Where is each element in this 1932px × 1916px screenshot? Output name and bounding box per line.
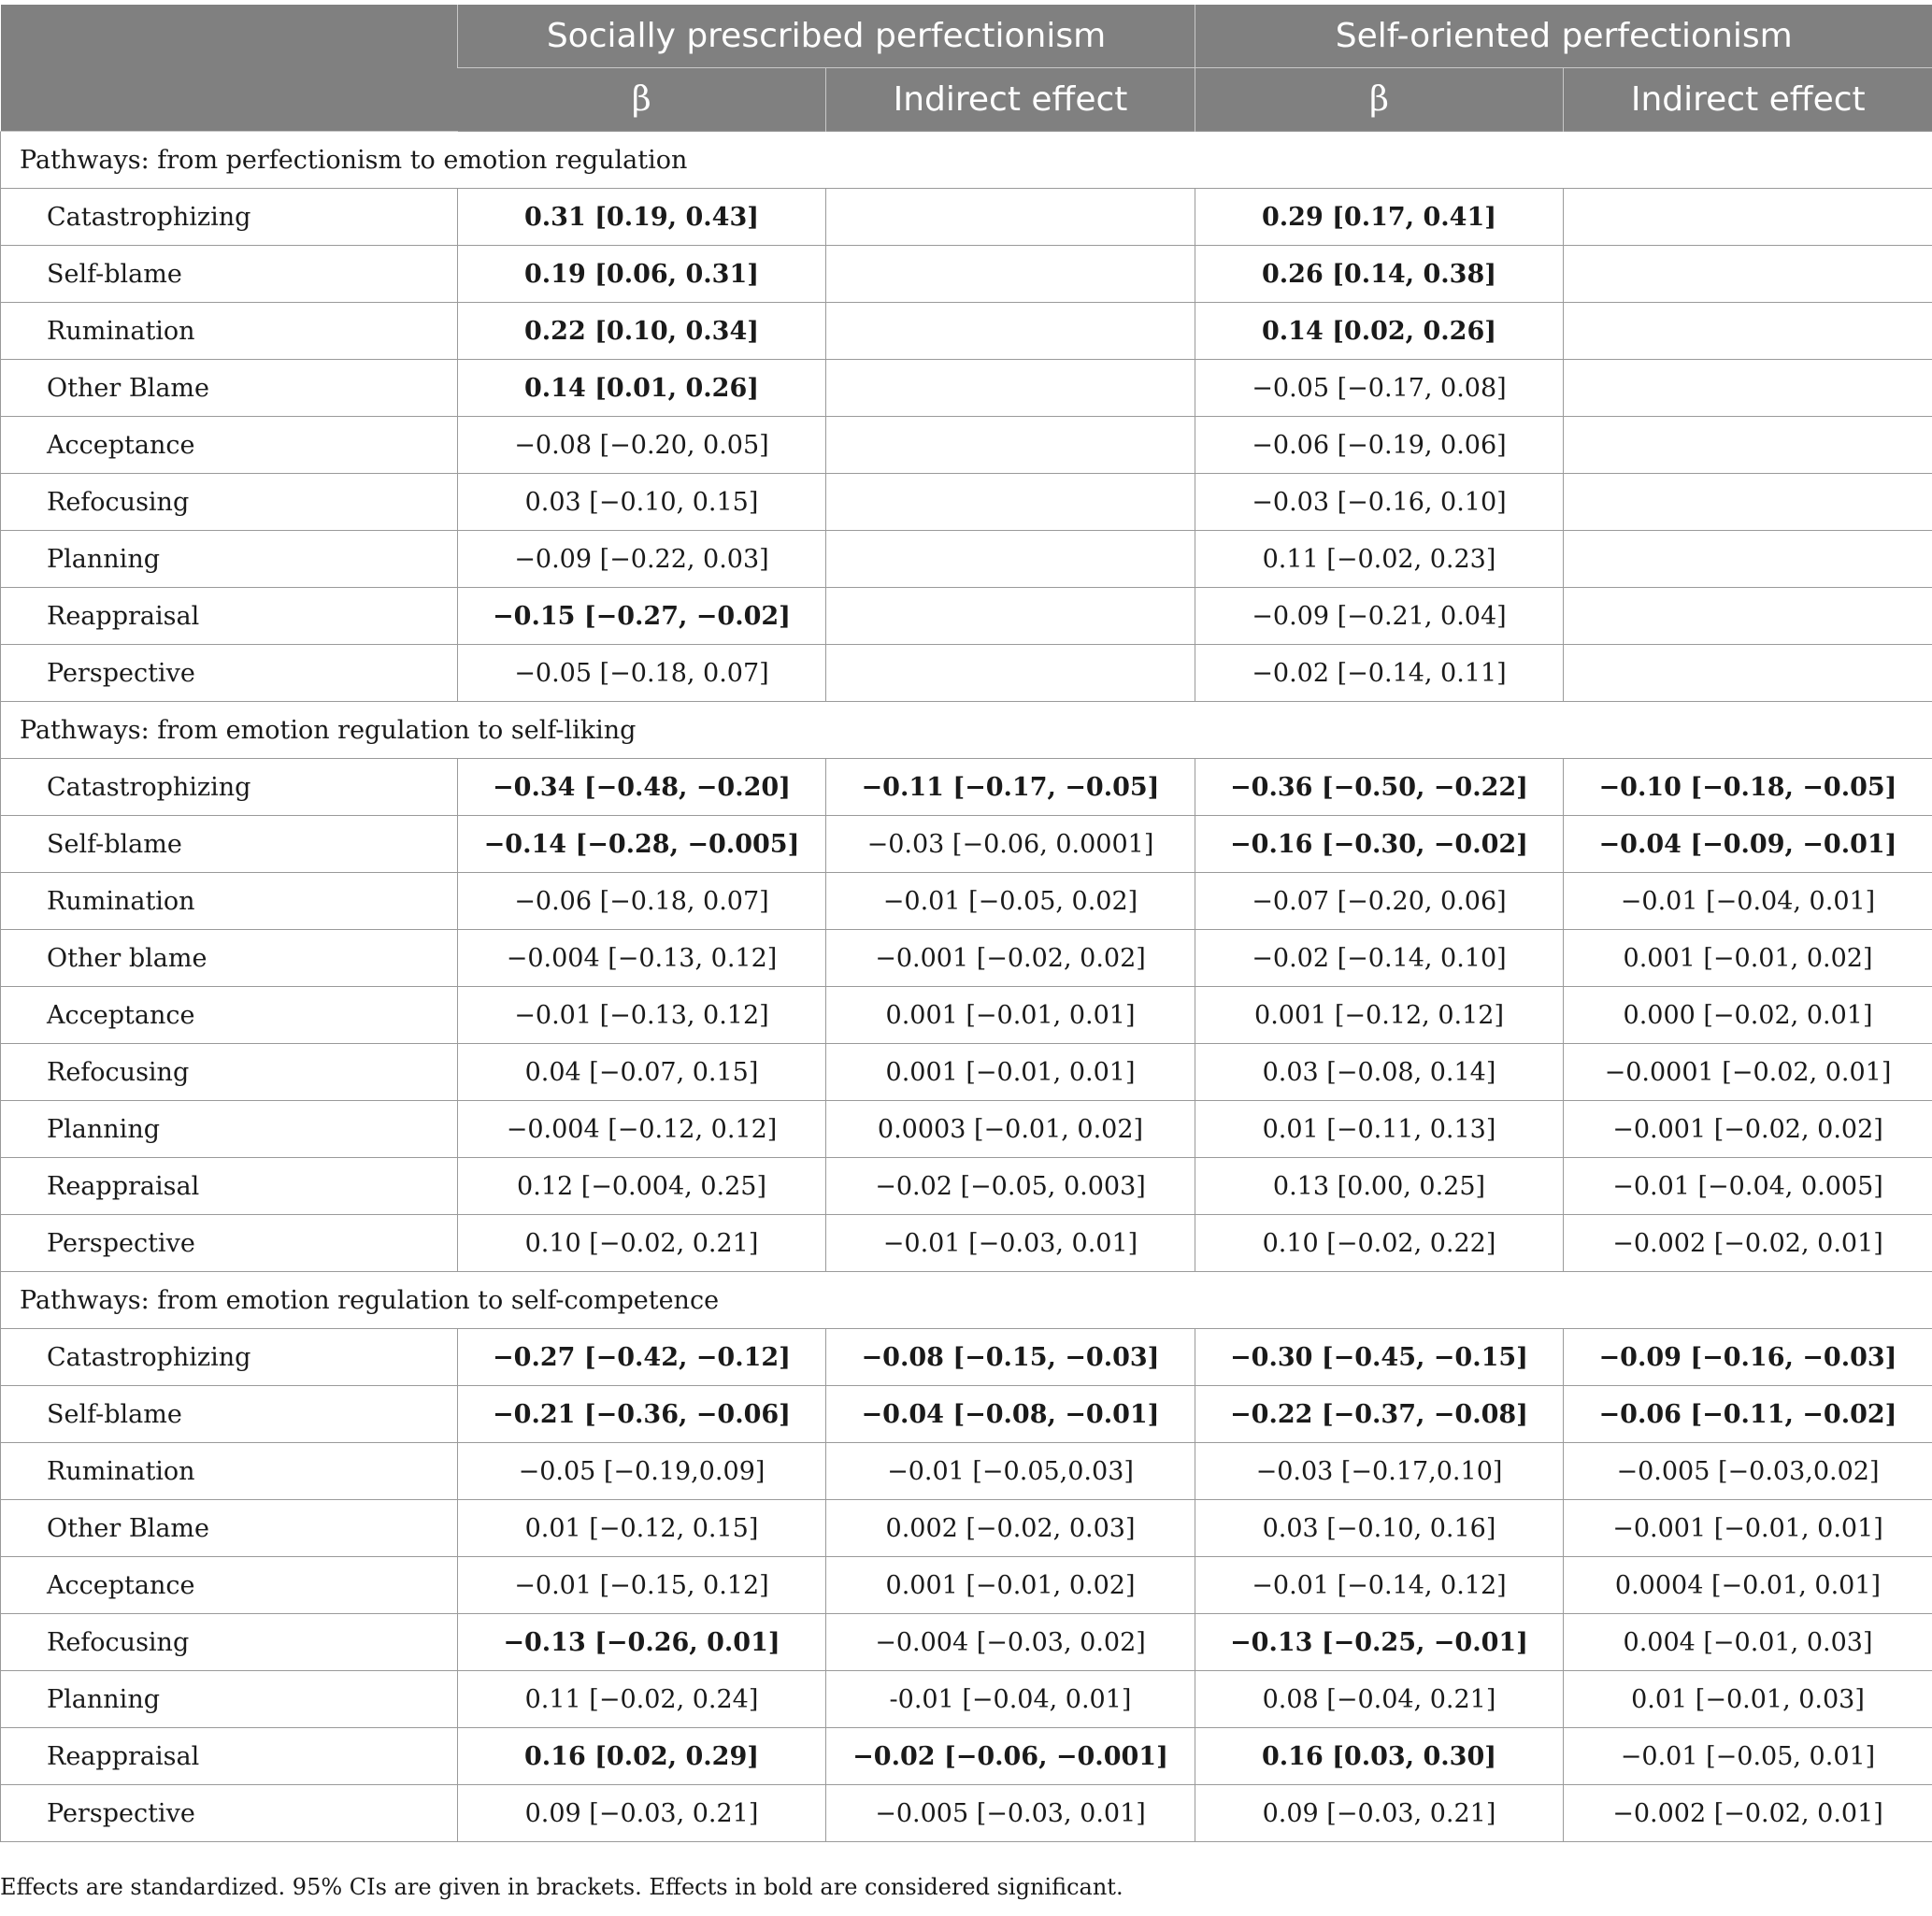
so-indirect-cell: 0.0004 [−0.01, 0.01] <box>1564 1557 1932 1614</box>
table-row <box>1 1614 1932 1671</box>
table-row <box>1 1215 1932 1272</box>
sp-indirect-cell <box>826 360 1195 417</box>
sp-beta-cell: −0.05 [−0.19,0.09] <box>458 1443 826 1500</box>
sp-beta-cell: 0.22 [0.10, 0.34] <box>458 303 826 360</box>
sp-beta-cell: 0.03 [−0.10, 0.15] <box>458 474 826 531</box>
so-beta-cell: −0.16 [−0.30, −0.02] <box>1195 816 1564 873</box>
so-indirect-cell: −0.001 [−0.02, 0.02] <box>1564 1101 1932 1158</box>
table-row <box>1 474 1932 531</box>
sp-indirect-cell: −0.02 [−0.05, 0.003] <box>826 1158 1195 1215</box>
so-beta-cell: 0.01 [−0.11, 0.13] <box>1195 1101 1564 1158</box>
sp-beta-cell: −0.09 [−0.22, 0.03] <box>458 531 826 588</box>
so-beta-cell: −0.09 [−0.21, 0.04] <box>1195 588 1564 645</box>
sp-beta-cell: 0.04 [−0.07, 0.15] <box>458 1044 826 1101</box>
row-label: Self-blame <box>1 816 458 873</box>
so-beta-cell: 0.03 [−0.10, 0.16] <box>1195 1500 1564 1557</box>
so-indirect-cell: −0.01 [−0.05, 0.01] <box>1564 1728 1932 1785</box>
sp-beta-cell: 0.31 [0.19, 0.43] <box>458 189 826 246</box>
sp-beta-cell: 0.19 [0.06, 0.31] <box>458 246 826 303</box>
sp-indirect-cell <box>826 417 1195 474</box>
so-indirect-cell <box>1564 189 1932 246</box>
row-label: Perspective <box>1 1785 458 1842</box>
sp-indirect-cell <box>826 588 1195 645</box>
section-header-row <box>1 702 1932 759</box>
table-row <box>1 1329 1932 1386</box>
section-title: Pathways: from emotion regulation to self-liking <box>1 702 1932 759</box>
sp-beta-cell: −0.21 [−0.36, −0.06] <box>458 1386 826 1443</box>
so-indirect-cell: −0.04 [−0.09, −0.01] <box>1564 816 1932 873</box>
sp-beta-cell: −0.14 [−0.28, −0.005] <box>458 816 826 873</box>
sp-indirect-cell: -0.01 [−0.04, 0.01] <box>826 1671 1195 1728</box>
table-body <box>1 132 1932 1842</box>
sp-indirect-cell: 0.001 [−0.01, 0.02] <box>826 1557 1195 1614</box>
sp-beta-cell: 0.11 [−0.02, 0.24] <box>458 1671 826 1728</box>
table-row <box>1 1101 1932 1158</box>
sp-indirect-cell <box>826 531 1195 588</box>
table-row <box>1 1671 1932 1728</box>
so-beta-cell: 0.08 [−0.04, 0.21] <box>1195 1671 1564 1728</box>
sp-indirect-cell <box>826 189 1195 246</box>
so-indirect-cell: −0.06 [−0.11, −0.02] <box>1564 1386 1932 1443</box>
table-row <box>1 360 1932 417</box>
row-label: Other Blame <box>1 1500 458 1557</box>
subheader-indirect-effect: Indirect effect <box>1564 68 1932 132</box>
so-beta-cell: −0.05 [−0.17, 0.08] <box>1195 360 1564 417</box>
row-label: Rumination <box>1 873 458 930</box>
row-label: Reappraisal <box>1 1728 458 1785</box>
row-label: Catastrophizing <box>1 759 458 816</box>
so-indirect-cell: −0.01 [−0.04, 0.005] <box>1564 1158 1932 1215</box>
so-indirect-cell <box>1564 360 1932 417</box>
so-beta-cell: −0.02 [−0.14, 0.11] <box>1195 645 1564 702</box>
row-label: Self-blame <box>1 246 458 303</box>
table-row <box>1 759 1932 816</box>
so-indirect-cell <box>1564 645 1932 702</box>
table-row <box>1 1044 1932 1101</box>
sp-beta-cell: −0.01 [−0.13, 0.12] <box>458 987 826 1044</box>
row-label: Planning <box>1 531 458 588</box>
so-indirect-cell: −0.09 [−0.16, −0.03] <box>1564 1329 1932 1386</box>
row-label: Acceptance <box>1 1557 458 1614</box>
sp-beta-cell: 0.16 [0.02, 0.29] <box>458 1728 826 1785</box>
subheader-indirect-effect: Indirect effect <box>826 68 1195 132</box>
sp-beta-cell: 0.14 [0.01, 0.26] <box>458 360 826 417</box>
sp-beta-cell: −0.27 [−0.42, −0.12] <box>458 1329 826 1386</box>
table-row <box>1 987 1932 1044</box>
so-beta-cell: −0.07 [−0.20, 0.06] <box>1195 873 1564 930</box>
row-label: Perspective <box>1 645 458 702</box>
sp-beta-cell: −0.004 [−0.13, 0.12] <box>458 930 826 987</box>
so-indirect-cell: −0.001 [−0.01, 0.01] <box>1564 1500 1932 1557</box>
so-beta-cell: 0.14 [0.02, 0.26] <box>1195 303 1564 360</box>
sp-indirect-cell: 0.0003 [−0.01, 0.02] <box>826 1101 1195 1158</box>
so-indirect-cell <box>1564 417 1932 474</box>
sp-beta-cell: 0.10 [−0.02, 0.21] <box>458 1215 826 1272</box>
sp-indirect-cell: 0.002 [−0.02, 0.03] <box>826 1500 1195 1557</box>
table-row <box>1 588 1932 645</box>
sp-indirect-cell: 0.001 [−0.01, 0.01] <box>826 1044 1195 1101</box>
header-empty-cell <box>1 5 458 132</box>
sp-beta-cell: −0.05 [−0.18, 0.07] <box>458 645 826 702</box>
so-indirect-cell: 0.004 [−0.01, 0.03] <box>1564 1614 1932 1671</box>
table-header <box>1 5 1932 132</box>
row-label: Rumination <box>1 1443 458 1500</box>
so-beta-cell: 0.09 [−0.03, 0.21] <box>1195 1785 1564 1842</box>
row-label: Refocusing <box>1 474 458 531</box>
sp-indirect-cell: −0.005 [−0.03, 0.01] <box>826 1785 1195 1842</box>
sp-beta-cell: 0.09 [−0.03, 0.21] <box>458 1785 826 1842</box>
so-beta-cell: 0.001 [−0.12, 0.12] <box>1195 987 1564 1044</box>
sp-indirect-cell <box>826 246 1195 303</box>
results-table <box>0 5 1932 1842</box>
table-row <box>1 417 1932 474</box>
table-row <box>1 246 1932 303</box>
subheader-beta: β <box>458 68 826 132</box>
row-label: Catastrophizing <box>1 189 458 246</box>
so-indirect-cell: −0.002 [−0.02, 0.01] <box>1564 1785 1932 1842</box>
row-label: Reappraisal <box>1 588 458 645</box>
sp-beta-cell: −0.004 [−0.12, 0.12] <box>458 1101 826 1158</box>
table-row <box>1 531 1932 588</box>
sp-indirect-cell: −0.001 [−0.02, 0.02] <box>826 930 1195 987</box>
row-label: Acceptance <box>1 987 458 1044</box>
so-beta-cell: 0.13 [0.00, 0.25] <box>1195 1158 1564 1215</box>
so-beta-cell: −0.22 [−0.37, −0.08] <box>1195 1386 1564 1443</box>
row-label: Catastrophizing <box>1 1329 458 1386</box>
table-row <box>1 1500 1932 1557</box>
sp-beta-cell: −0.01 [−0.15, 0.12] <box>458 1557 826 1614</box>
so-beta-cell: −0.03 [−0.17,0.10] <box>1195 1443 1564 1500</box>
sp-indirect-cell: −0.02 [−0.06, −0.001] <box>826 1728 1195 1785</box>
row-label: Other Blame <box>1 360 458 417</box>
section-title: Pathways: from emotion regulation to self-competence <box>1 1272 1932 1329</box>
row-label: Refocusing <box>1 1044 458 1101</box>
table-row <box>1 645 1932 702</box>
table-row <box>1 303 1932 360</box>
group-header-socially-prescribed: Socially prescribed perfectionism <box>458 5 1195 68</box>
row-label: Reappraisal <box>1 1158 458 1215</box>
so-beta-cell: −0.02 [−0.14, 0.10] <box>1195 930 1564 987</box>
section-header-row <box>1 1272 1932 1329</box>
sp-indirect-cell <box>826 303 1195 360</box>
so-indirect-cell: −0.10 [−0.18, −0.05] <box>1564 759 1932 816</box>
so-beta-cell: 0.03 [−0.08, 0.14] <box>1195 1044 1564 1101</box>
so-indirect-cell: 0.000 [−0.02, 0.01] <box>1564 987 1932 1044</box>
so-indirect-cell <box>1564 588 1932 645</box>
sp-beta-cell: 0.01 [−0.12, 0.15] <box>458 1500 826 1557</box>
so-indirect-cell <box>1564 246 1932 303</box>
header-row-groups <box>1 5 1932 68</box>
section-title: Pathways: from perfectionism to emotion regulation <box>1 132 1932 189</box>
table-footnote: Effects are standardized. 95% CIs are given in brackets. Effects in bold are considered significant. <box>0 1874 1123 1900</box>
so-beta-cell: −0.13 [−0.25, −0.01] <box>1195 1614 1564 1671</box>
so-beta-cell: −0.01 [−0.14, 0.12] <box>1195 1557 1564 1614</box>
so-indirect-cell: −0.01 [−0.04, 0.01] <box>1564 873 1932 930</box>
so-beta-cell: 0.16 [0.03, 0.30] <box>1195 1728 1564 1785</box>
so-indirect-cell: −0.005 [−0.03,0.02] <box>1564 1443 1932 1500</box>
table-row <box>1 1158 1932 1215</box>
so-beta-cell: −0.03 [−0.16, 0.10] <box>1195 474 1564 531</box>
sp-beta-cell: −0.15 [−0.27, −0.02] <box>458 588 826 645</box>
so-beta-cell: 0.26 [0.14, 0.38] <box>1195 246 1564 303</box>
so-indirect-cell <box>1564 474 1932 531</box>
row-label: Rumination <box>1 303 458 360</box>
sp-indirect-cell: −0.01 [−0.05, 0.02] <box>826 873 1195 930</box>
sp-indirect-cell: −0.01 [−0.05,0.03] <box>826 1443 1195 1500</box>
table-row <box>1 1785 1932 1842</box>
row-label: Self-blame <box>1 1386 458 1443</box>
table-row <box>1 873 1932 930</box>
so-beta-cell: 0.10 [−0.02, 0.22] <box>1195 1215 1564 1272</box>
row-label: Planning <box>1 1671 458 1728</box>
group-header-self-oriented: Self-oriented perfectionism <box>1195 5 1932 68</box>
row-label: Other blame <box>1 930 458 987</box>
table-row <box>1 1443 1932 1500</box>
subheader-beta: β <box>1195 68 1564 132</box>
so-indirect-cell: 0.001 [−0.01, 0.02] <box>1564 930 1932 987</box>
row-label: Planning <box>1 1101 458 1158</box>
so-beta-cell: 0.11 [−0.02, 0.23] <box>1195 531 1564 588</box>
sp-indirect-cell: −0.03 [−0.06, 0.0001] <box>826 816 1195 873</box>
row-label: Refocusing <box>1 1614 458 1671</box>
table-row <box>1 930 1932 987</box>
sp-indirect-cell <box>826 474 1195 531</box>
sp-indirect-cell: −0.01 [−0.03, 0.01] <box>826 1215 1195 1272</box>
so-indirect-cell <box>1564 303 1932 360</box>
sp-indirect-cell: −0.004 [−0.03, 0.02] <box>826 1614 1195 1671</box>
so-indirect-cell: 0.01 [−0.01, 0.03] <box>1564 1671 1932 1728</box>
sp-beta-cell: −0.34 [−0.48, −0.20] <box>458 759 826 816</box>
so-beta-cell: −0.36 [−0.50, −0.22] <box>1195 759 1564 816</box>
sp-indirect-cell: −0.04 [−0.08, −0.01] <box>826 1386 1195 1443</box>
so-indirect-cell: −0.0001 [−0.02, 0.01] <box>1564 1044 1932 1101</box>
sp-beta-cell: −0.13 [−0.26, 0.01] <box>458 1614 826 1671</box>
so-beta-cell: −0.06 [−0.19, 0.06] <box>1195 417 1564 474</box>
sp-indirect-cell <box>826 645 1195 702</box>
row-label: Acceptance <box>1 417 458 474</box>
so-beta-cell: 0.29 [0.17, 0.41] <box>1195 189 1564 246</box>
sp-beta-cell: −0.08 [−0.20, 0.05] <box>458 417 826 474</box>
table-row <box>1 1728 1932 1785</box>
sp-indirect-cell: −0.08 [−0.15, −0.03] <box>826 1329 1195 1386</box>
so-indirect-cell <box>1564 531 1932 588</box>
so-beta-cell: −0.30 [−0.45, −0.15] <box>1195 1329 1564 1386</box>
sp-indirect-cell: 0.001 [−0.01, 0.01] <box>826 987 1195 1044</box>
sp-beta-cell: −0.06 [−0.18, 0.07] <box>458 873 826 930</box>
table-row <box>1 1557 1932 1614</box>
table-row <box>1 1386 1932 1443</box>
sp-indirect-cell: −0.11 [−0.17, −0.05] <box>826 759 1195 816</box>
table-row <box>1 816 1932 873</box>
sp-beta-cell: 0.12 [−0.004, 0.25] <box>458 1158 826 1215</box>
table-row <box>1 189 1932 246</box>
section-header-row <box>1 132 1932 189</box>
so-indirect-cell: −0.002 [−0.02, 0.01] <box>1564 1215 1932 1272</box>
row-label: Perspective <box>1 1215 458 1272</box>
